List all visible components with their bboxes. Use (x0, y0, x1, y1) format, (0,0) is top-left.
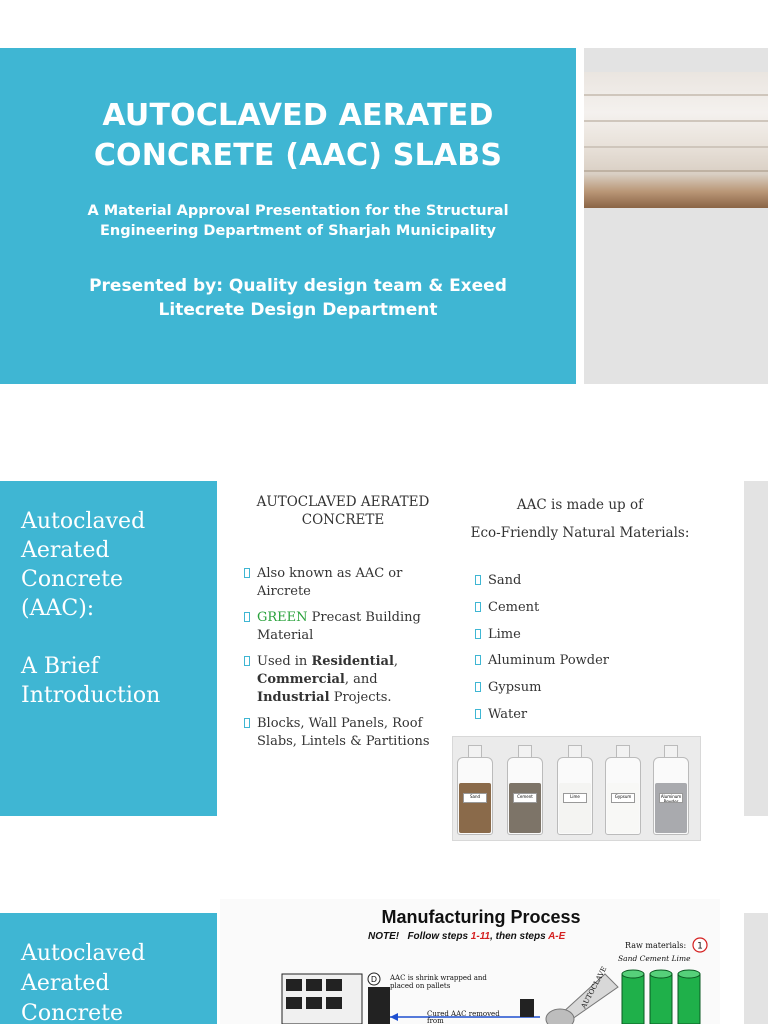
step-1-number: 1 (697, 941, 703, 952)
autoclave-label: AUTOCLAVE (579, 965, 609, 1010)
bullet-icon (475, 655, 481, 665)
gypsum-jar: Gypsum (605, 745, 641, 835)
bullet-icon (244, 656, 250, 666)
cured-aac-note: Cured AAC removed from (427, 1010, 500, 1024)
materials-list (475, 572, 675, 733)
silo-cement (650, 970, 672, 1024)
bullet-icon (244, 568, 250, 578)
manufacturing-process-diagram (220, 899, 720, 1024)
silo-sand (622, 970, 644, 1024)
bullet-icon (244, 612, 250, 622)
process-slide-side-panel (744, 913, 768, 1024)
step-d-letter: D (370, 975, 378, 984)
slab-edge (584, 170, 768, 172)
cement-jar: Cement (507, 745, 543, 835)
bullet-icon (475, 682, 481, 692)
diagram-title: Manufacturing Process (381, 907, 581, 927)
aac-column-title: AUTOCLAVED AERATED CONCRETE (256, 494, 430, 528)
intro-slide-side-panel (744, 481, 768, 816)
flow-arrow-icon (390, 1013, 398, 1021)
bullet-icon (244, 718, 250, 728)
slab-edge (584, 146, 768, 148)
list-item: Cement (475, 599, 675, 617)
slab-edge (584, 94, 768, 96)
intro-heading: Autoclaved Aerated Concrete (AAC): A Brief Introduction (21, 509, 161, 708)
list-item: Sand (475, 572, 675, 590)
autoclave-vessel (546, 965, 618, 1024)
raw-materials-label: Raw materials: (625, 941, 687, 950)
list-item: Also known as AAC or Aircrete (244, 565, 444, 601)
list-item: Aluminum Powder (475, 652, 675, 670)
slide-subtitle: A Material Approval Presentation for the Structural Engineering Department of Sharjah Municipality (87, 203, 509, 239)
lime-jar: Lime (557, 745, 593, 835)
list-item: Gypsum (475, 679, 675, 697)
list-item: Used in Residential, Commercial, and Industrial Projects. (244, 653, 444, 707)
list-item: Lime (475, 626, 675, 644)
sand-jar: Sand (457, 745, 493, 835)
list-item: Water (475, 706, 675, 724)
process-illustration (220, 899, 720, 1024)
diagram-note: NOTE! Follow steps 1-11, then steps A-E (368, 931, 566, 942)
slide-title: AUTOCLAVED AERATED CONCRETE (AAC) SLABS (93, 98, 503, 173)
list-item: GREEN Precast Building Material (244, 609, 444, 645)
silo-lime (678, 970, 700, 1024)
materials-column-title: AAC is made up of Eco-Friendly Natural Materials: (470, 497, 690, 541)
bullet-icon (475, 709, 481, 719)
aac-slabs-photo (584, 72, 768, 208)
presenter-credit: Presented by: Quality design team & Exeed Litecrete Design Department (89, 276, 507, 320)
list-item: Blocks, Wall Panels, Roof Slabs, Lintels & Partitions (244, 715, 444, 751)
slab-edge (584, 120, 768, 122)
process-heading: Autoclaved Aerated Concrete (21, 941, 146, 1026)
shrink-wrap-note: AAC is shrink wrapped and placed on pallets (390, 974, 487, 990)
bullet-icon (475, 575, 481, 585)
aluminum-powder-jar: Aluminum Powder (653, 745, 689, 835)
bullet-icon (475, 602, 481, 612)
raw-materials-list: Sand Cement Lime (618, 954, 691, 963)
bullet-icon (475, 629, 481, 639)
aac-facts-list (244, 565, 444, 759)
cured-aac-block (520, 999, 534, 1017)
raw-materials-jars-photo (452, 736, 701, 841)
